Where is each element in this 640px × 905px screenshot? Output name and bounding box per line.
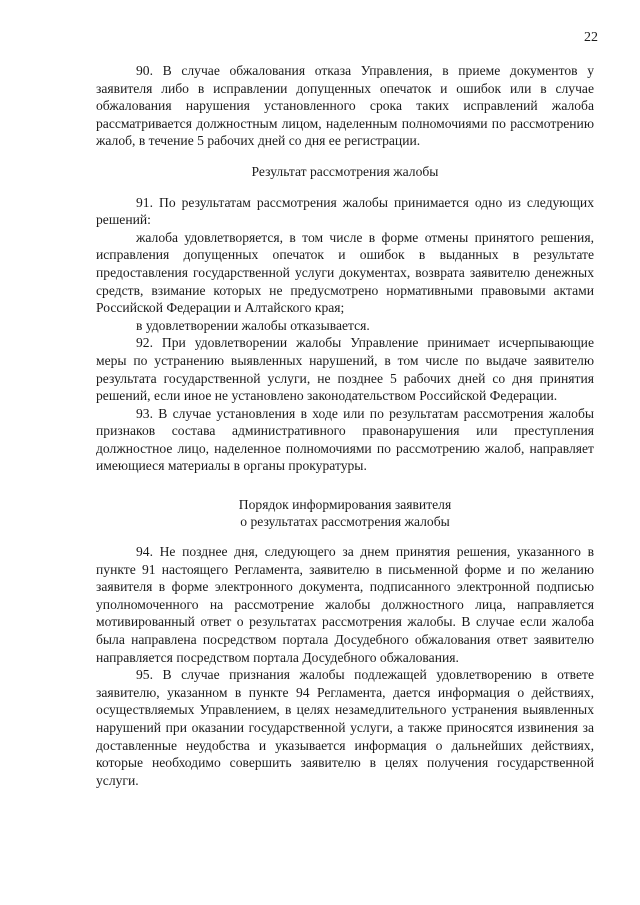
page-number: 22 [584, 30, 598, 45]
document-body [96, 62, 594, 789]
paragraph-91: 91. По результатам рассмотрения жалобы принимается одно из следующих решений: [96, 194, 594, 228]
paragraph-94: 94. Не позднее дня, следующего за днем принятия решения, указанного в пункте 91 настоящего Регламента, заявителю в письменной форме и по желанию заявителя в форме электронного документа, подписанного электронной подписью уполномоченного на рассмотрение жалобы должностного лица, направляется мотивированный ответ о результатах рассмотрения жалобы. В случае если жалоба была направлена посредством портала Досудебного обжалования ответ заявителю направляется посредством портала Досудебного обжалования. [96, 544, 594, 665]
paragraph-95: 95. В случае признания жалобы подлежащей удовлетворению в ответе заявителю, указанном в пункте 94 Регламента, дается информация о действиях, осуществляемых Управлением, в целях незамедлительного устранения выявленных нарушений при оказании государственной услуги, а также приносятся извинения за доставленные неудобства и указывается информация о дальнейших действиях, которые необходимо совершить заявителю в целях получения государственной услуги. [96, 667, 594, 788]
paragraph-93: 93. В случае установления в ходе или по результатам рассмотрения жалобы признаков состава административного правонарушения или преступления должностное лицо, наделенное полномочиями по рассмотрению жалоб, направляет имеющиеся материалы в органы прокуратуры. [96, 405, 594, 474]
heading-informing-procedure [96, 497, 594, 530]
paragraph-92: 92. При удовлетворении жалобы Управление принимает исчерпывающие меры по устранению выявленных нарушений, в том числе по выдаче заявителю результата государственной услуги, не позднее 5 рабочих дней со дня принятия решений, если иное не установлено законодательством Российской Федерации. [96, 335, 594, 404]
heading-informing-line-2: о результатах рассмотрения жалобы [240, 513, 450, 529]
heading-complaint-result: Результат рассмотрения жалобы [251, 163, 439, 179]
paragraph-91-option-satisfied: жалоба удовлетворяется, в том числе в форме отмены принятого решения, исправления допущенных опечаток и ошибок в выданных в результате предоставления государственной услуги документах, возврата заявителю денежных средств, взимание которых не предусмотрено нормативными правовыми актами Российской Федерации и Алтайского края; [96, 229, 594, 316]
heading-informing-line-1: Порядок информирования заявителя [238, 497, 452, 513]
paragraph-91-option-refused: в удовлетворении жалобы отказывается. [136, 317, 370, 333]
paragraph-90: 90. В случае обжалования отказа Управления, в приеме документов у заявителя либо в исправлении допущенных опечаток и ошибок или в случае обжалования нарушения установленного срока таких исправлений жалоба рассматривается должностным лицом, наделенным полномочиями по рассмотрению жалоб, в течение 5 рабочих дней со дня ее регистрации. [96, 63, 594, 149]
